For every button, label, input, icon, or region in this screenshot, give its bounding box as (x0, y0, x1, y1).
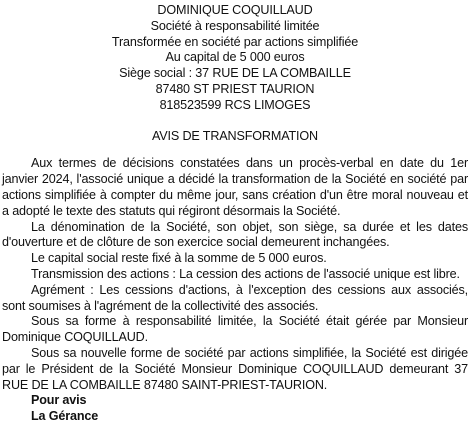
signature-management: La Gérance (31, 409, 99, 424)
notice-title: AVIS DE TRANSFORMATION (151, 128, 319, 143)
paragraph-denomination: La dénomination de la Société, son objet, son siège, sa durée et les dates d'ouverture et de clôture de son exercice social demeurent inchangées. (2, 219, 468, 250)
paragraph-approval: Agrément : Les cessions d'actions, à l'exception des cessions aux associés, sont soumises à l'agrément de la collectivité des associés. (2, 282, 468, 313)
paragraph-decision: Aux termes de décisions constatées dans un procès-verbal en date du 1er janvier 2024, l'associé unique a décidé la transformation de la Société en société par actions simplifiée à compter du même jour, sans création d'un être moral nouveau et a adopté le texte des statuts qui régiront désormais la Société. (2, 156, 468, 218)
paragraph-previous-management: Sous sa forme à responsabilité limitée, la Société était gérée par Monsieur Dominique COQUILLAUD. (2, 314, 468, 345)
paragraph-capital: Le capital social reste fixé à la somme de 5 000 euros. (31, 251, 327, 266)
header-spacer (2, 114, 468, 129)
paragraph-share-transfer: Transmission des actions : La cession des actions de l'associé unique est libre. (31, 266, 460, 281)
paragraph-new-management: Sous sa nouvelle forme de société par actions simplifiée, la Société est dirigée par le Président de la Société Monsieur Dominique COQUILLAUD demeurant 37 RUE DE LA COMBAILLE 87480 SAINT-PRIEST-TAURION. (2, 345, 468, 392)
legal-notice (2, 3, 468, 425)
company-postal-city: 87480 ST PRIEST TAURION (155, 81, 315, 96)
company-name: DOMINIQUE COQUILLAUD (157, 3, 313, 17)
company-transformation-line: Transformée en société par actions simplifiée (111, 34, 359, 49)
company-registration: 818523599 RCS LIMOGES (159, 97, 311, 112)
signature-for-notice: Pour avis (31, 393, 87, 408)
title-spacer (2, 144, 468, 156)
company-legal-form: Société à responsabilité limitée (150, 18, 320, 33)
notice-body (2, 156, 468, 425)
company-header (2, 3, 468, 114)
company-capital: Au capital de 5 000 euros (165, 50, 305, 65)
company-head-office: Siège social : 37 RUE DE LA COMBAILLE (119, 66, 351, 81)
